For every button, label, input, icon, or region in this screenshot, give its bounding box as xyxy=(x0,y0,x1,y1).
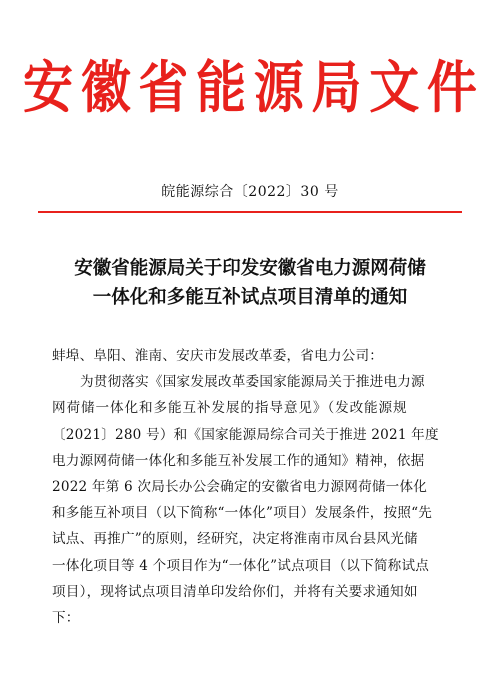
masthead-char: 文 xyxy=(369,54,420,121)
red-separator-rule xyxy=(38,211,462,213)
salutation: 蚌埠、阜阳、淮南、安庆市发展改革委，省电力公司： xyxy=(52,348,384,364)
body-line: 下： xyxy=(52,609,80,626)
body-line: 〔2021〕280 号）和《国家能源局综合司关于推进 2021 年度 xyxy=(52,426,439,443)
masthead-char: 源 xyxy=(253,54,304,121)
document-title-line: 一体化和多能互补试点项目清单的通知 xyxy=(92,287,408,308)
body-line: 网荷储一体化和多能互补发展的指导意见》（发改能源规 xyxy=(52,400,408,417)
masthead-char: 徽 xyxy=(80,54,131,121)
masthead-char: 局 xyxy=(311,54,362,121)
masthead-char: 省 xyxy=(138,54,189,121)
body-line: 项目），现将试点项目清单印发给你们，并将有关要求通知如 xyxy=(52,583,418,600)
document-body xyxy=(52,343,452,631)
document-number: 皖能源综合〔2022〕30 号 xyxy=(161,184,339,200)
masthead-char: 件 xyxy=(426,54,477,121)
masthead-char: 安 xyxy=(23,54,73,121)
body-line: 和多能互补项目（以下简称“一体化”项目）发展条件，按照“先 xyxy=(52,505,433,522)
document-title xyxy=(30,254,470,312)
body-line: 电力源网荷储一体化和多能互补发展工作的通知》精神，依据 xyxy=(52,452,425,469)
body-line: 2022 年第 6 次局长办公会确定的安徽省电力源网荷储一体化 xyxy=(52,478,428,495)
body-line: 试点、再推广”的原则，经研究，决定将淮南市凤台县风光储 xyxy=(52,531,418,548)
masthead-title xyxy=(20,56,480,120)
body-line: 为贯彻落实《国家发展改革委国家能源局关于推进电力源 xyxy=(80,374,425,391)
document-title-line: 安徽省能源局关于印发安徽省电力源网荷储 xyxy=(74,258,426,279)
body-line: 一体化项目等 4 个项目作为“一体化”试点项目（以下简称试点 xyxy=(52,557,430,574)
masthead-char: 能 xyxy=(196,54,247,121)
